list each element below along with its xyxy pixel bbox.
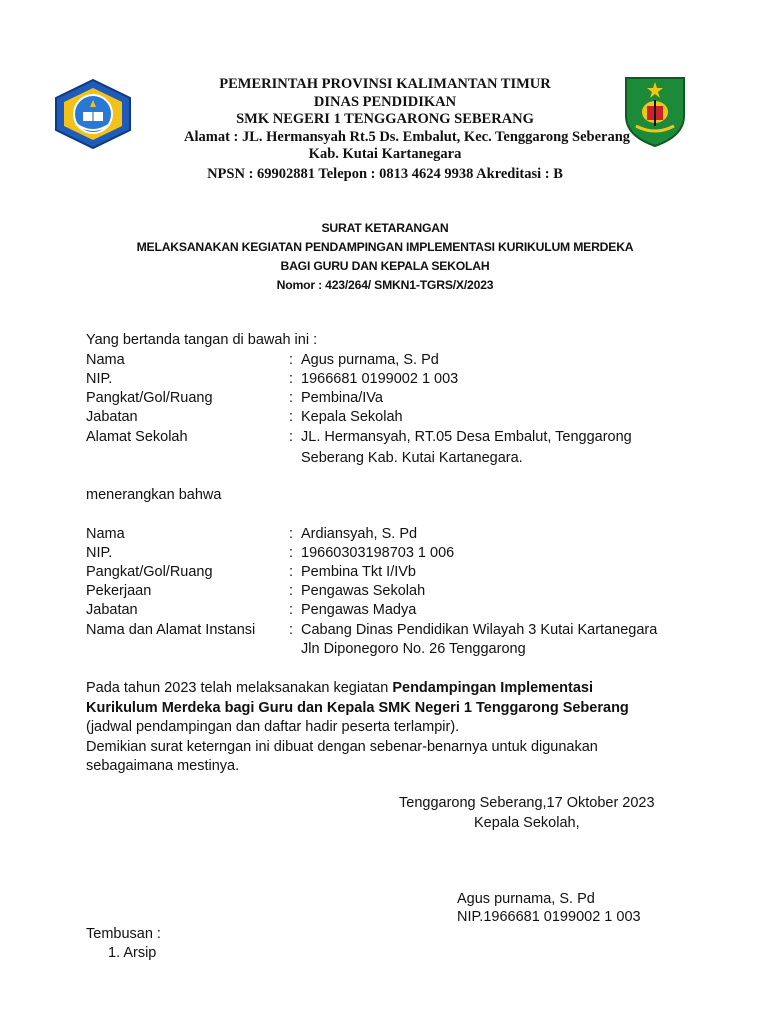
body-bold-text: Pendampingan Implementasi xyxy=(392,680,593,696)
cc-item: 1. Arsip xyxy=(108,945,157,961)
field-colon: : xyxy=(289,526,294,542)
place-date: Tenggarong Seberang,17 Oktober 2023 xyxy=(399,795,655,811)
field-colon: : xyxy=(289,390,294,406)
letterhead-line3: SMK NEGERI 1 TENGGARONG SEBERANG xyxy=(236,111,534,128)
field-value: Ardiansyah, S. Pd xyxy=(301,526,418,542)
field-label: NIP. xyxy=(86,371,113,387)
title-line2: MELAKSANAKAN KEGIATAN PENDAMPINGAN IMPLEMENTASI KURIKULUM MERDEKA xyxy=(136,240,634,254)
field-value: 19660303198703 1 006 xyxy=(301,545,455,561)
field-colon: : xyxy=(289,602,294,618)
field-value-continued: Jln Diponegoro No. 26 Tenggarong xyxy=(301,641,526,657)
signer-position: Kepala Sekolah, xyxy=(474,815,580,831)
field-label: Pangkat/Gol/Ruang xyxy=(86,564,213,580)
field-colon: : xyxy=(289,352,294,368)
letterhead-line1: PEMERINTAH PROVINSI KALIMANTAN TIMUR xyxy=(219,76,551,92)
body-paragraph-1 xyxy=(86,679,686,777)
field-value-continued: Seberang Kab. Kutai Kartanegara. xyxy=(301,450,523,466)
field-value: JL. Hermansyah, RT.05 Desa Embalut, Tenggarong xyxy=(301,429,632,445)
field-value: 1966681 0199002 1 003 xyxy=(301,371,459,387)
field-value: Cabang Dinas Pendidikan Wilayah 3 Kutai Kartanegara xyxy=(301,622,658,638)
body-text: Demikian surat keterngan ini dibuat dengan sebenar-benarnya untuk digunakan xyxy=(86,738,598,755)
body-text: Pada tahun 2023 telah melaksanakan kegiatan xyxy=(86,680,393,696)
field-value: Pengawas Sekolah xyxy=(301,583,426,599)
document-number: Nomor : 423/264/ SMKN1-TGRS/X/2023 xyxy=(276,278,494,292)
field-colon: : xyxy=(289,622,294,638)
field-colon: : xyxy=(289,545,294,561)
letterhead xyxy=(130,76,640,184)
letterhead-line2: DINAS PENDIDIKAN xyxy=(313,93,457,110)
title-line1: SURAT KETARANGAN xyxy=(321,221,449,235)
field-label: Pekerjaan xyxy=(86,583,152,599)
field-label: NIP. xyxy=(86,545,113,561)
document-title xyxy=(100,219,670,295)
field-value: Agus purnama, S. Pd xyxy=(301,352,439,368)
field-label: Nama xyxy=(86,526,125,542)
field-label: Alamat Sekolah xyxy=(86,429,188,445)
body-text: (jadwal pendampingan dan daftar hadir peserta terlampir). xyxy=(86,719,460,735)
field-label: Jabatan xyxy=(86,602,138,618)
cc-label: Tembusan : xyxy=(86,926,161,942)
field-colon: : xyxy=(289,409,294,425)
letterhead-contact: NPSN : 69902881 Telepon : 0813 4624 9938 Akreditasi : B xyxy=(207,165,563,182)
field-colon: : xyxy=(289,583,294,599)
body-text: sebagaimana mestinya. xyxy=(86,758,240,774)
field-label: Pangkat/Gol/Ruang xyxy=(86,390,213,406)
signer-name: Agus purnama, S. Pd xyxy=(457,891,595,907)
statement-text: menerangkan bahwa xyxy=(86,487,222,503)
field-colon: : xyxy=(289,371,294,387)
field-value: Pengawas Madya xyxy=(301,602,417,618)
field-label: Nama xyxy=(86,352,125,368)
field-value: Kepala Sekolah xyxy=(301,409,403,425)
field-colon: : xyxy=(289,429,294,445)
field-colon: : xyxy=(289,564,294,580)
school-logo xyxy=(52,78,134,150)
signer-nip: NIP.1966681 0199002 1 003 xyxy=(457,909,641,925)
field-value: Pembina/IVa xyxy=(301,390,383,406)
letterhead-regency: Kab. Kutai Kartanegara xyxy=(308,146,462,163)
letterhead-address: Alamat : JL. Hermansyah Rt.5 Ds. Embalut, Kec. Tenggarong Seberang xyxy=(183,128,631,145)
field-label: Jabatan xyxy=(86,409,138,425)
intro-text: Yang bertanda tangan di bawah ini : xyxy=(86,332,318,348)
field-value: Pembina Tkt I/IVb xyxy=(301,564,416,580)
field-label: Nama dan Alamat Instansi xyxy=(86,622,256,638)
body-bold-text: Kurikulum Merdeka bagi Guru dan Kepala SMK Negeri 1 Tenggarong Seberang xyxy=(86,699,629,716)
title-line3: BAGI GURU DAN KEPALA SEKOLAH xyxy=(280,259,490,273)
